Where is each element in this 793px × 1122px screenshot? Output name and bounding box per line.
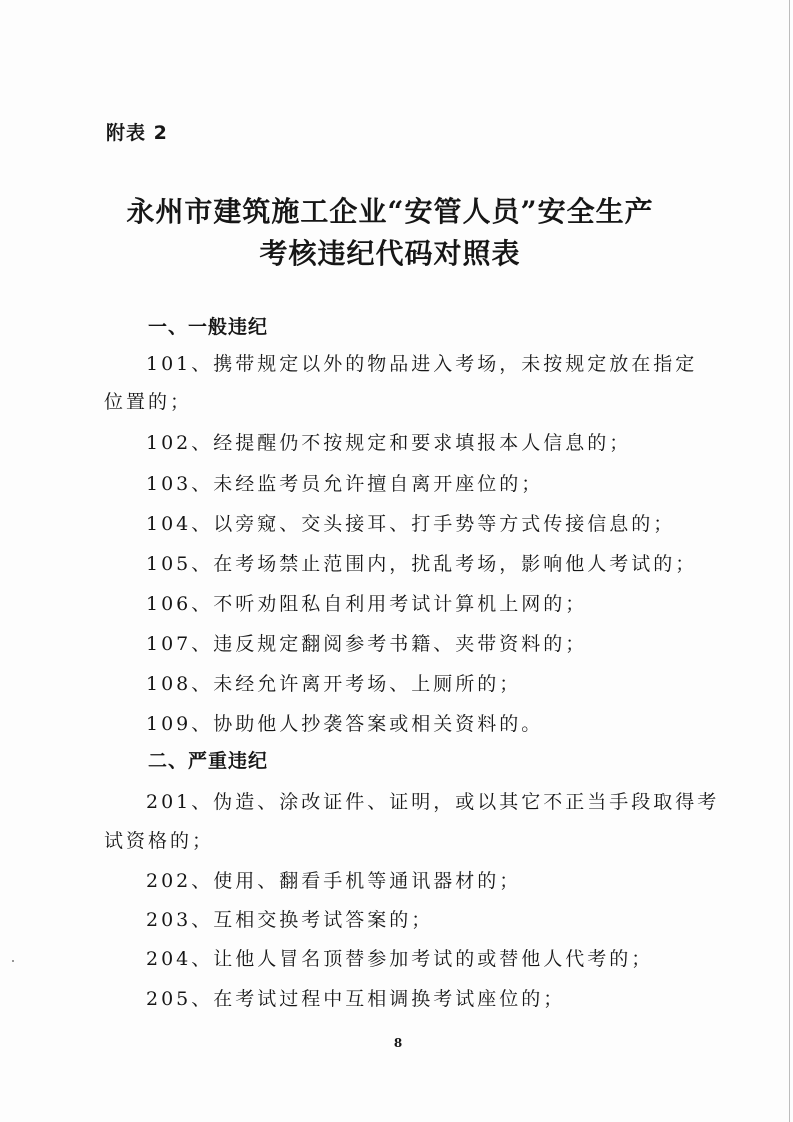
violation-item-104: 104、以旁窥、交头接耳、打手势等方式传接信息的；: [146, 513, 676, 535]
violation-item-105: 105、在考场禁止范围内，扰乱考场，影响他人考试的；: [146, 553, 698, 575]
section-heading-general: 一、一般违纪: [148, 316, 269, 338]
violation-item-201: 201、伪造、涂改证件、证明，或以其它不正当手段取得考: [146, 791, 720, 813]
attachment-label: 附表 2: [106, 122, 168, 144]
page-number: 8: [393, 1036, 403, 1050]
violation-item-101: 101、携带规定以外的物品进入考场，未按规定放在指定: [146, 353, 698, 375]
document-title-line-1: 永州市建筑施工企业“安管人员”安全生产: [126, 195, 654, 228]
violation-item-203: 203、互相交换考试答案的；: [146, 909, 434, 931]
scan-dot: [12, 960, 14, 962]
violation-item-103: 103、未经监考员允许擅自离开座位的；: [146, 473, 544, 495]
section-heading-serious: 二、严重违纪: [148, 750, 269, 772]
violation-item-106: 106、不听劝阻私自利用考试计算机上网的；: [146, 593, 588, 615]
document-title-line-2: 考核违纪代码对照表: [259, 237, 521, 270]
violation-item-101-continued: 位置的；: [104, 391, 193, 413]
violation-item-202: 202、使用、翻看手机等通讯器材的；: [146, 870, 522, 892]
violation-item-107: 107、违反规定翻阅参考书籍、夹带资料的；: [146, 633, 588, 655]
violation-item-204: 204、让他人冒名顶替参加考试的或替他人代考的；: [146, 948, 654, 970]
violation-item-108: 108、未经允许离开考场、上厕所的；: [146, 673, 522, 695]
violation-item-205: 205、在考试过程中互相调换考试座位的；: [146, 988, 566, 1010]
violation-item-201-continued: 试资格的；: [104, 830, 215, 852]
violation-item-102: 102、经提醒仍不按规定和要求填报本人信息的；: [146, 432, 632, 454]
violation-item-109: 109、协助他人抄袭答案或相关资料的。: [146, 713, 544, 735]
scan-edge-line: [789, 0, 790, 1122]
